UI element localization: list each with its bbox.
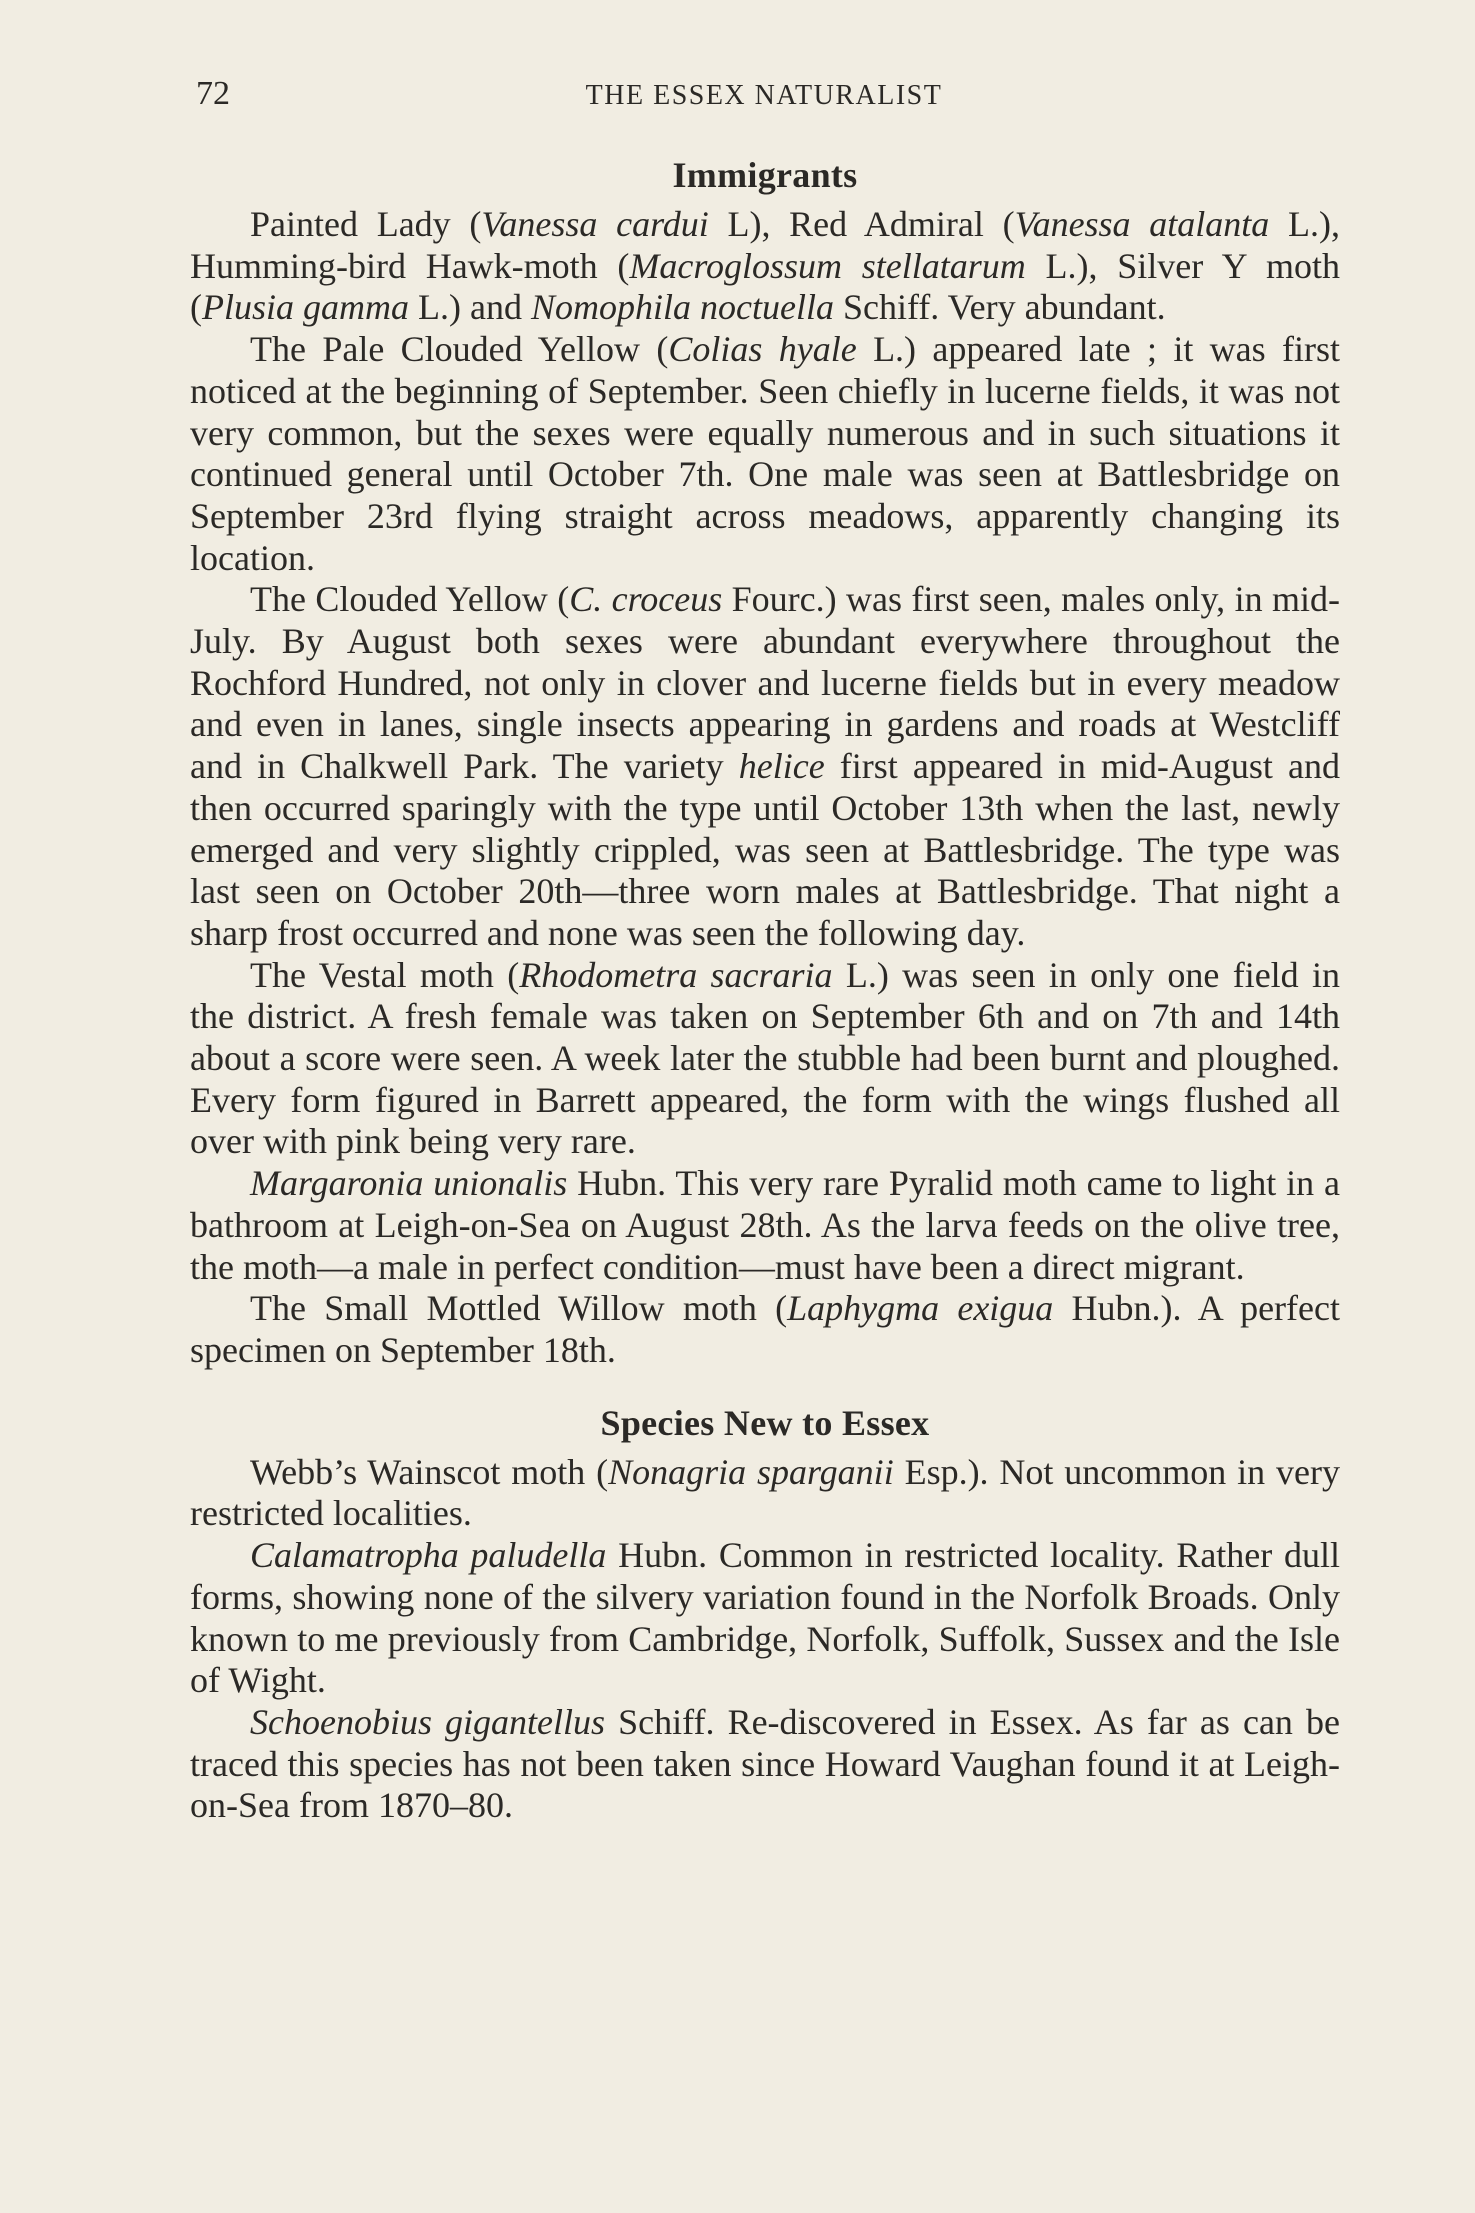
- italic-text: Vanessa cardui: [481, 204, 709, 244]
- text-run: L), Red Admiral (: [708, 204, 1015, 244]
- section-heading: Immigrants: [672, 155, 858, 195]
- italic-text: Macroglossum stellatarum: [629, 245, 1026, 286]
- italic-text: Calamatropha paludella: [250, 1535, 607, 1576]
- text-run: L.) appeared late ; it was first noticed at the beginning of September. Seen chiefly in lucerne fields, it was not very common, but the sexes were equally numerous and in such situations it continued general until October 7th. One male was seen at Battlesbridge on September 23rd flying straight across meadows, apparently changing its location.: [190, 329, 1341, 578]
- paragraph: [190, 1535, 1340, 1702]
- text-run: Webb’s Wainscot moth (: [250, 1451, 609, 1492]
- text-run: Schiff. Very abundant.: [833, 287, 1166, 328]
- page-number: 72: [196, 75, 230, 112]
- text-run: Hubn.). A perfect specimen on September 18th.: [190, 1288, 1340, 1370]
- italic-text: Vanessa atalanta: [1014, 204, 1270, 244]
- running-head: [188, 72, 1340, 116]
- text-run: L.), Humming-bird Hawk-moth (: [190, 204, 1340, 286]
- text-run: L.) and: [409, 287, 531, 328]
- italic-text: Schoenobius gigantellus: [250, 1701, 606, 1742]
- text-run: Esp.). Not uncommon in very restricted localities.: [190, 1451, 1340, 1534]
- text-run: The Vestal moth (: [250, 954, 520, 995]
- text-run: Fourc.) was first seen, males only, in mid-July. By August both sexes were abundant everywhere throughout the Rochford Hundred, not only in clover and lucerne fields but in every meadow and even in lanes, single insects appearing in gardens and roads at Westcliff and in Chalkwell Park. The variety: [190, 579, 1340, 787]
- text-run: The Small Mottled Willow moth (: [250, 1288, 788, 1329]
- text-run: L.) was seen in only one field in the district. A fresh female was taken on September 6th and on 7th and 14th about a score were seen. A week later the stubble had been burnt and ploughed. Every form figured in Barrett appeared, the form with the wings flushed all over with pink being very rare.: [190, 954, 1340, 1162]
- text-run: L.), Silver Y moth (: [190, 245, 1340, 328]
- paragraph: [190, 1452, 1340, 1535]
- italic-text: Colias hyale: [668, 329, 857, 370]
- section-heading: Species New to Essex: [600, 1402, 930, 1443]
- paragraph: [190, 1163, 1340, 1288]
- text-run: The Clouded Yellow (: [250, 579, 570, 620]
- text-run: Hubn. Common in restricted locality. Rather dull forms, showing none of the silvery variation found in the Norfolk Broads. Only known to me previously from Cambridge, Norfolk, Suffolk, Sussex and the Isle of Wight.: [190, 1535, 1340, 1701]
- paragraph: [190, 1288, 1340, 1371]
- body-text: [190, 150, 1340, 1827]
- paragraph: [190, 204, 1340, 329]
- italic-text: Nonagria sparganii: [608, 1451, 894, 1492]
- italic-text: C. croceus: [569, 579, 723, 620]
- italic-text: Nomophila noctuella: [530, 287, 834, 328]
- text-run: first appeared in mid-August and then occurred sparingly with the type until October 13th when the last, newly emerged and very slightly crippled, was seen at Battlesbridge. The type was last seen on October 20th—three worn males at Battlesbridge. That night a sharp frost occurred and none was seen the following day.: [190, 746, 1340, 953]
- text-run: Painted Lady (: [250, 204, 482, 244]
- italic-text: Rhodometra sacraria: [519, 954, 833, 995]
- italic-text: Plusia gamma: [202, 287, 409, 328]
- italic-text: Margaronia unionalis: [250, 1163, 568, 1204]
- text-run: Hubn. This very rare Pyralid moth came to light in a bathroom at Leigh-on-Sea on August 28th. As the larva feeds on the olive tree, the moth—a male in perfect condition—must have been a direct migrant.: [190, 1163, 1341, 1287]
- paragraph: [190, 579, 1340, 954]
- paragraph: [190, 1702, 1340, 1827]
- text-run: Schiff. Re-discovered in Essex. As far as can be traced this species has not been taken since Howard Vaughan found it at Leigh-on-Sea from 1870–80.: [190, 1701, 1340, 1826]
- text-run: The Pale Clouded Yellow (: [250, 329, 669, 370]
- italic-text: helice: [738, 746, 825, 787]
- paragraph: [190, 329, 1340, 579]
- journal-title: THE ESSEX NATURALIST: [585, 80, 943, 111]
- italic-text: Laphygma exigua: [787, 1288, 1054, 1329]
- paragraph: [190, 955, 1340, 1164]
